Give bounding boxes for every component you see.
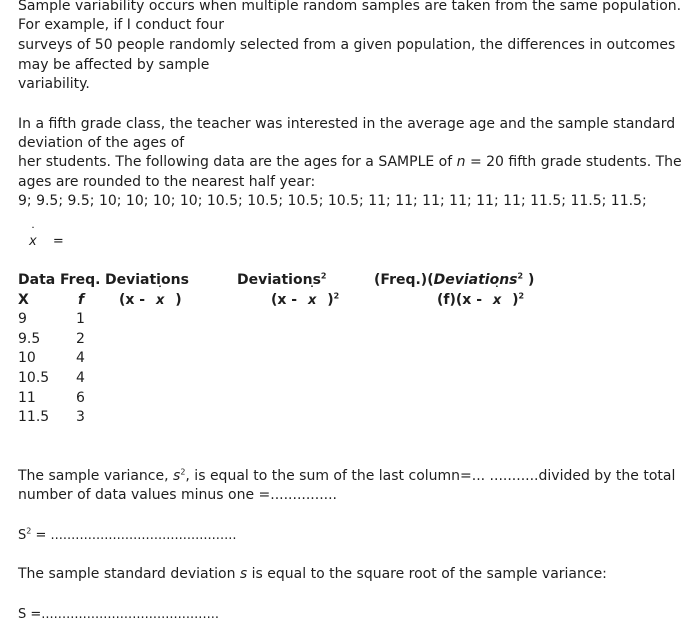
x-bar-symbol: ˙ x xyxy=(29,232,37,251)
intro-line-5: variability. xyxy=(18,76,90,92)
s-variable: s xyxy=(173,468,181,484)
table-header-row xyxy=(18,272,658,292)
cell-f: 4 xyxy=(76,350,85,366)
cell-f: 2 xyxy=(76,331,85,347)
cell-f: 1 xyxy=(76,311,85,327)
header-deviations: Deviations xyxy=(105,272,189,288)
table-row xyxy=(18,409,218,429)
problem-line-1: In a fifth grade class, the teacher was interested in the average age and the sample standard xyxy=(18,116,676,132)
intro-line-4: may be affected by sample xyxy=(18,57,210,73)
cell-x: 9 xyxy=(18,311,27,327)
cell-f: 4 xyxy=(76,370,85,386)
variance-line-2: number of data values minus one =............... xyxy=(18,487,338,503)
s-answer-line: S =........................................... xyxy=(18,607,219,622)
s-squared-answer-line: $S^2$ = ............................................. xyxy=(18,526,237,543)
intro-line-3: surveys of 50 people randomly selected from a given population, the differences in outcomes xyxy=(18,37,676,53)
header-data: Data xyxy=(18,272,56,288)
stddev-line: The sample standard deviation s is equal to the square root of the sample variance: xyxy=(18,566,607,582)
problem-line-3: her students. The following data are the ages for a SAMPLE of n = 20 fifth grade students. The xyxy=(18,154,682,170)
table-row xyxy=(18,311,218,331)
cell-x: 10 xyxy=(18,350,36,366)
cell-x: 11.5 xyxy=(18,409,50,425)
table-row xyxy=(18,350,218,370)
subheader-deviation: (x - ˙ x ) xyxy=(119,292,182,308)
subheader-deviation-squared: (x - ˙ x )$^2$ xyxy=(271,292,339,308)
header-freq: Freq. xyxy=(60,272,101,288)
cell-x: 10.5 xyxy=(18,370,50,386)
cell-x: 11 xyxy=(18,390,36,406)
problem-line-2: deviation of the ages of xyxy=(18,135,185,151)
subheader-freq-deviation-squared: (f)(x - ˙ x )$^2$ xyxy=(437,292,524,308)
header-deviations-squared: Deviations$^2$ xyxy=(237,271,327,288)
intro-line-1: Sample variability occurs when multiple random samples are taken from the same population. xyxy=(18,0,682,14)
x-bar-symbol: ˙ x xyxy=(308,293,316,308)
subheader-f: f xyxy=(78,292,85,308)
n-variable: n xyxy=(456,154,466,170)
data-list: 9; 9.5; 9.5; 10; 10; 10; 10; 10.5; 10.5; 10.5; 10.5; 11; 11; 11; 11; 11; 11; 11.5; 11.5; 11.5; xyxy=(18,193,647,209)
x-bar-symbol: ˙ x xyxy=(156,293,164,308)
table-row xyxy=(18,331,218,351)
cell-f: 6 xyxy=(76,390,85,406)
x-bar-symbol: ˙ x xyxy=(493,293,501,308)
table-row xyxy=(18,390,218,410)
subheader-x: X xyxy=(18,292,29,308)
s-variable: s xyxy=(239,566,248,582)
intro-line-2: For example, if I conduct four xyxy=(18,17,224,33)
table-subheader-row xyxy=(18,292,658,312)
problem-line-4: ages are rounded to the nearest half year: xyxy=(18,174,316,190)
cell-f: 3 xyxy=(76,409,85,425)
header-freq-deviations-squared: (Freq.)(Deviations$^2$ ) xyxy=(374,271,535,288)
variance-line-1: The sample variance, $s^2$, is equal to the sum of the last column=... ...........divided by the total xyxy=(18,467,676,484)
table-row xyxy=(18,370,218,390)
mean-label: ˙ x = xyxy=(29,232,64,251)
cell-x: 9.5 xyxy=(18,331,41,347)
